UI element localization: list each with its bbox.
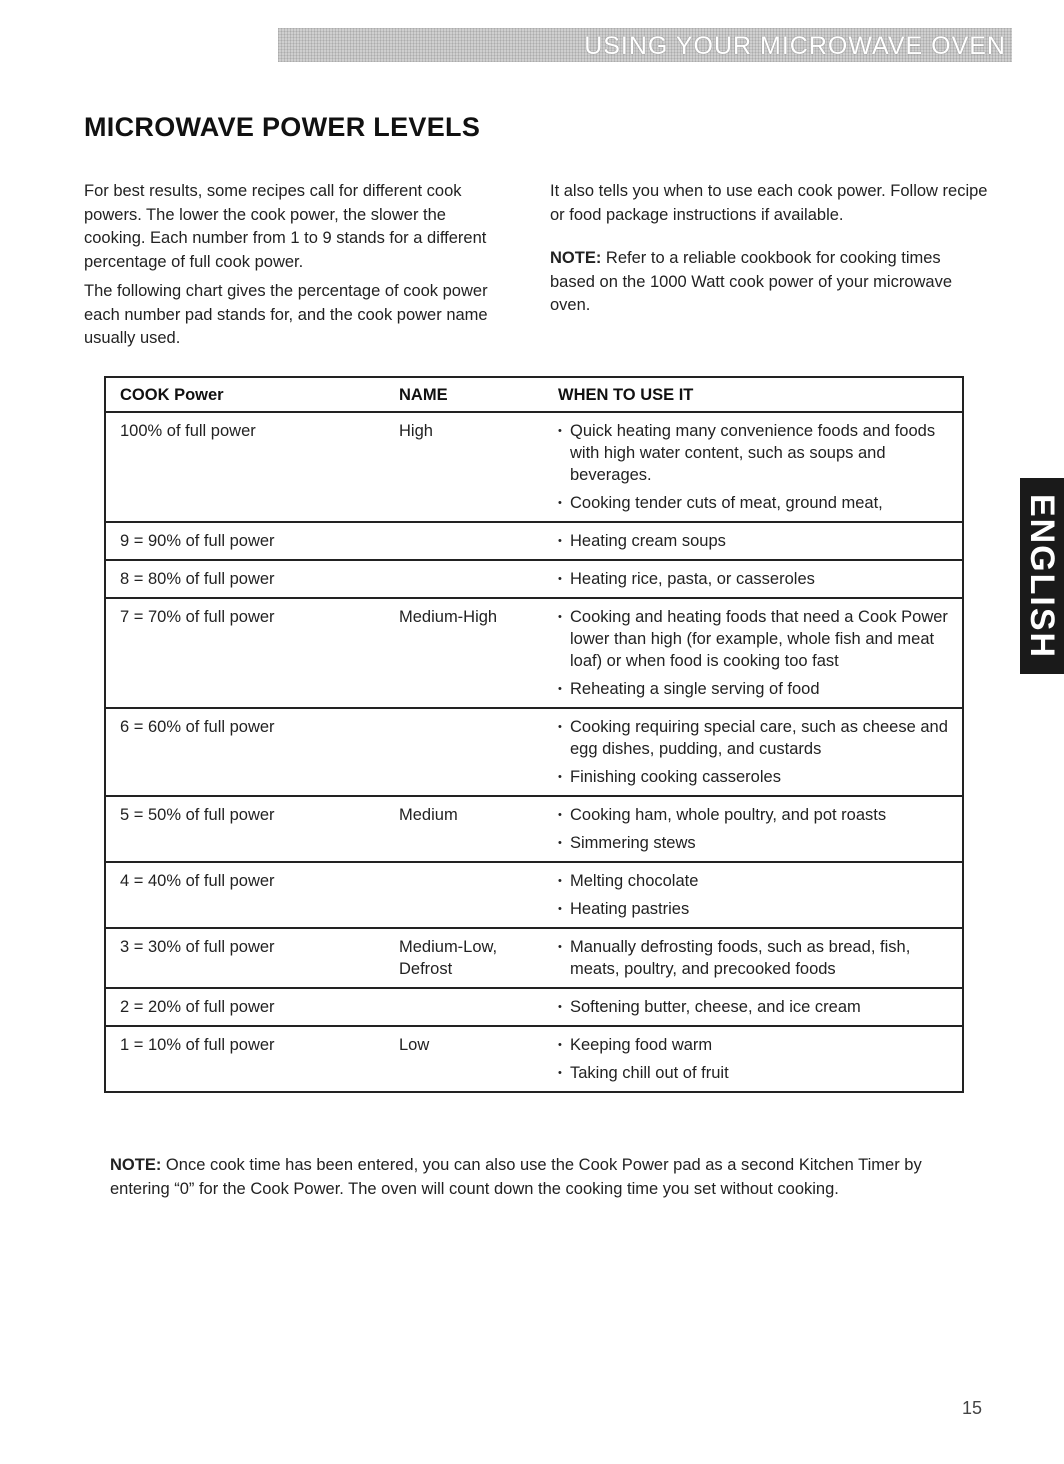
power-name-cell: [385, 522, 544, 560]
kitchen-timer-note: [110, 1154, 940, 1201]
usage-item: • Manually defrosting foods, such as bread, fish, meats, poultry, and precooked foods: [558, 936, 952, 980]
when-to-use-cell: [544, 412, 963, 522]
usage-item: • Quick heating many convenience foods and foods with high water content, such as soups and beverages.: [558, 420, 952, 486]
cook-power-cell: 5 = 50% of full power: [105, 796, 385, 862]
table-body: [105, 412, 963, 1092]
power-name-cell: High: [385, 412, 544, 522]
power-name-cell: Medium-High: [385, 598, 544, 708]
table-row: [105, 522, 963, 560]
note-text: Once cook time has been entered, you can also use the Cook Power pad as a second Kitchen Timer by entering “0” for the Cook Power. The oven will count down the cooking time you set without cooking.: [110, 1156, 922, 1198]
cook-power-cell: 7 = 70% of full power: [105, 598, 385, 708]
usage-item: • Keeping food warm: [558, 1034, 952, 1056]
power-name-cell: [385, 988, 544, 1026]
cook-power-cell: 1 = 10% of full power: [120, 1036, 275, 1054]
usage-item: • Cooking and heating foods that need a Cook Power lower than high (for example, whole fish and meat loaf) or when food is cooking too fast: [558, 606, 952, 672]
note-label: NOTE:: [550, 249, 602, 267]
column-header-power: COOK Power: [105, 377, 385, 412]
power-name-cell: [385, 560, 544, 598]
intro-right-column: [550, 180, 990, 324]
cook-power-cell: 3 = 30% of full power: [105, 928, 385, 988]
when-to-use-cell: [544, 928, 963, 988]
power-name-cell: Medium: [385, 796, 544, 862]
language-tab-label: ENGLISH: [1023, 493, 1062, 659]
power-name-cell: [385, 862, 544, 928]
table-row: [105, 862, 963, 928]
cook-power-cell: 2 = 20% of full power: [105, 988, 385, 1026]
intro-left-column: [84, 180, 504, 357]
usage-item: • Heating rice, pasta, or casseroles: [558, 568, 952, 590]
table-row: [105, 560, 963, 598]
usage-item: • Reheating a single serving of food: [558, 678, 952, 700]
when-to-use-cell: [544, 1026, 963, 1092]
power-name-cell: Low: [399, 1036, 430, 1054]
cook-power-cell: 100% of full power: [105, 412, 385, 522]
usage-item: • Finishing cooking casseroles: [558, 766, 952, 788]
note-text: Refer to a reliable cookbook for cooking times based on the 1000 Watt cook power of your microwave oven.: [550, 249, 953, 314]
when-to-use-cell: [544, 708, 963, 796]
when-to-use-cell: [544, 560, 963, 598]
table-header-row: [105, 377, 963, 412]
when-to-use-cell: [544, 598, 963, 708]
when-to-use-cell: [544, 862, 963, 928]
usage-item: • Cooking requiring special care, such as cheese and egg dishes, pudding, and custards: [558, 716, 952, 760]
page-number: 15: [962, 1398, 983, 1418]
note-label: NOTE:: [110, 1156, 162, 1174]
usage-item: • Heating pastries: [558, 898, 952, 920]
table-row: [105, 988, 963, 1026]
cook-power-cell: 6 = 60% of full power: [105, 708, 385, 796]
when-to-use-cell: [544, 796, 963, 862]
wattage-note: [550, 247, 990, 318]
section-title: USING YOUR MICROWAVE OVEN: [584, 32, 1006, 60]
usage-item: • Taking chill out of fruit: [558, 1062, 952, 1084]
cook-power-cell: 9 = 90% of full power: [105, 522, 385, 560]
when-to-use-cell: [544, 988, 963, 1026]
section-header-band: [278, 28, 1012, 62]
usage-item: • Cooking ham, whole poultry, and pot roasts: [558, 804, 952, 826]
table-row: [105, 708, 963, 796]
usage-item: • Softening butter, cheese, and ice cream: [558, 996, 952, 1018]
language-tab: [1020, 478, 1064, 674]
table-row: [105, 928, 963, 988]
intro-paragraph: It also tells you when to use each cook power. Follow recipe or food package instructions if available.: [550, 182, 988, 224]
cook-power-cell: 8 = 80% of full power: [105, 560, 385, 598]
table-row: [105, 796, 963, 862]
page-title: MICROWAVE POWER LEVELS: [84, 112, 481, 142]
table-row: [105, 412, 963, 522]
usage-item: • Melting chocolate: [558, 870, 952, 892]
power-name-cell: Medium-Low, Defrost: [385, 928, 544, 988]
power-name-cell: [385, 708, 544, 796]
cook-power-cell: 4 = 40% of full power: [105, 862, 385, 928]
usage-item: • Heating cream soups: [558, 530, 952, 552]
table-row: [105, 1026, 963, 1092]
column-header-when: WHEN TO USE IT: [544, 377, 963, 412]
when-to-use-cell: [544, 522, 963, 560]
intro-paragraph: For best results, some recipes call for different cook powers. The lower the cook power, the slower the cooking. Each number from 1 to 9 stands for a different percentage of full cook power.: [84, 182, 487, 271]
table-row: [105, 598, 963, 708]
power-levels-table: [104, 376, 964, 1093]
usage-item: • Simmering stews: [558, 832, 952, 854]
intro-paragraph: The following chart gives the percentage of cook power each number pad stands for, and the cook power name usually used.: [84, 282, 488, 347]
usage-item: • Cooking tender cuts of meat, ground meat,: [558, 492, 952, 514]
column-header-name: NAME: [385, 377, 544, 412]
